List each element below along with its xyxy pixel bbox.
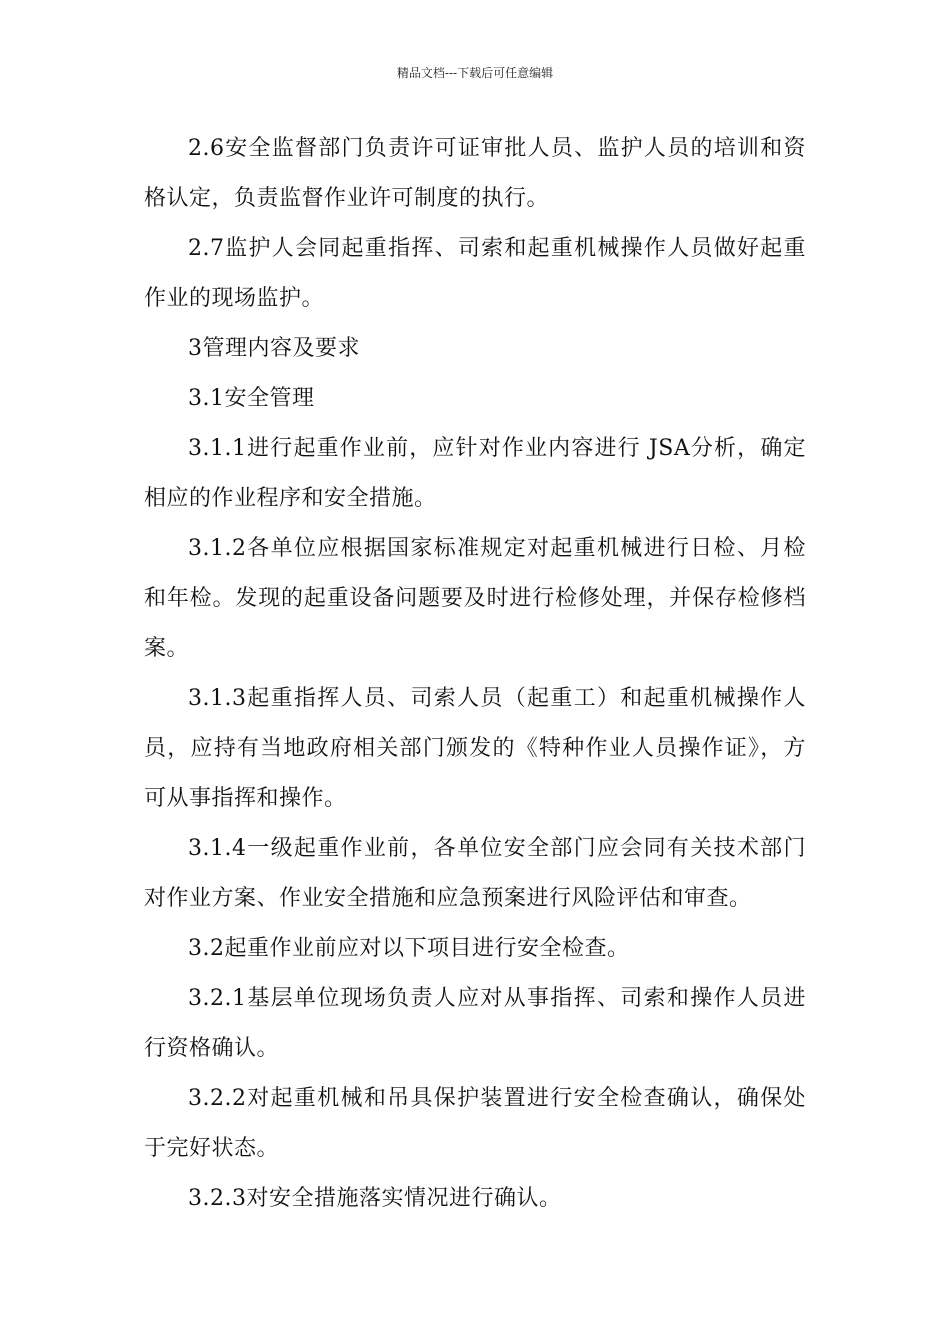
document-body [144,124,806,1224]
section-heading-3-1: 3.1安全管理 [188,386,315,411]
paragraph-3-2-1: 3.2.1基层单位现场负责人应对从事指挥、司索和操作人员进行资格确认。 [144,986,806,1061]
paragraph-3-1-1: 3.1.1进行起重作业前，应针对作业内容进行 JSA分析，确定相应的作业程序和安全措施。 [144,436,806,511]
paragraph-2-6: 2.6安全监督部门负责许可证审批人员、监护人员的培训和资格认定，负责监督作业许可制度的执行。 [144,136,806,211]
section-heading-3: 3管理内容及要求 [188,336,360,361]
page-header: 精品文档---下载后可任意编辑 [396,66,554,80]
paragraph-3-1-2: 3.1.2各单位应根据国家标准规定对起重机械进行日检、月检和年检。发现的起重设备问题要及时进行检修处理，并保存检修档案。 [144,536,806,661]
paragraph-2-7: 2.7监护人会同起重指挥、司索和起重机械操作人员做好起重作业的现场监护。 [144,236,806,311]
paragraph-3-1-3: 3.1.3起重指挥人员、司索人员（起重工）和起重机械操作人员，应持有当地政府相关部门颁发的《特种作业人员操作证》，方可从事指挥和操作。 [144,686,806,811]
paragraph-3-2-3: 3.2.3对安全措施落实情况进行确认。 [188,1186,562,1211]
section-heading-3-2: 3.2起重作业前应对以下项目进行安全检查。 [188,936,630,961]
paragraph-3-1-4: 3.1.4一级起重作业前，各单位安全部门应会同有关技术部门对作业方案、作业安全措施和应急预案进行风险评估和审查。 [144,836,806,911]
paragraph-3-2-2: 3.2.2对起重机械和吊具保护装置进行安全检查确认，确保处于完好状态。 [144,1086,806,1161]
